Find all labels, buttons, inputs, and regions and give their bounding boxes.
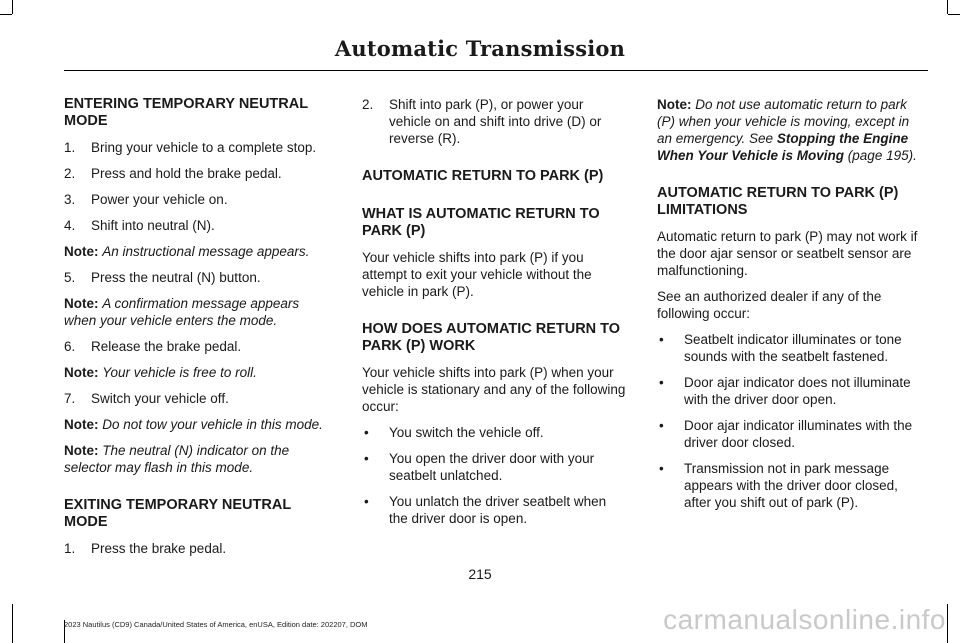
section-heading-limitations: AUTOMATIC RETURN TO PARK (P) LIMITATIONS: [657, 185, 899, 218]
note: [64, 442, 330, 476]
bullet: •: [364, 494, 369, 509]
note-text: Do not tow your vehicle in this mode.: [102, 417, 323, 432]
bullet: •: [364, 425, 369, 440]
bullet-text: You unlatch the driver seatbelt when the driver door is open.: [389, 494, 607, 526]
note-text: Do not use automatic return to park (P) when your vehicle is moving, except in an emergency. See: [657, 97, 910, 146]
bullet: •: [659, 418, 664, 433]
list-item: [657, 331, 923, 365]
bullet: •: [659, 375, 664, 390]
body-text: See an authorized dealer if any of the following occur:: [657, 289, 882, 321]
note-text: A confirmation message appears when your vehicle enters the mode.: [64, 296, 300, 328]
list-item: [362, 493, 628, 527]
note: [64, 364, 330, 381]
bullet: •: [659, 461, 664, 476]
bullet-text: You switch the vehicle off.: [389, 425, 544, 440]
note-text: An instructional message appears.: [102, 244, 310, 259]
cross-reference-link[interactable]: Stopping the Engine When Your Vehicle is Moving: [657, 131, 909, 163]
list-item: [64, 269, 330, 286]
step-text: Bring your vehicle to a complete stop.: [91, 140, 317, 155]
bullet: •: [659, 332, 664, 347]
step-text: Shift into park (P), or power your vehicle on and shift into drive (D) or reverse (R).: [389, 97, 602, 146]
list-item: [362, 450, 628, 484]
note-text: Your vehicle is free to roll.: [102, 365, 257, 380]
list-item: [657, 417, 923, 451]
list-item: [64, 165, 330, 182]
step-text: Release the brake pedal.: [91, 339, 242, 354]
note-label: Note:: [64, 443, 99, 458]
step-text: Press the brake pedal.: [91, 541, 227, 556]
step-text: Press and hold the brake pedal.: [91, 166, 282, 181]
list-item: [362, 424, 628, 441]
body-text: Your vehicle shifts into park (P) when your vehicle is stationary and any of the following occur:: [362, 365, 626, 414]
bullet-text: Door ajar indicator illuminates with the driver door closed.: [684, 418, 913, 450]
section-heading-entering: ENTERING TEMPORARY NEUTRAL MODE: [64, 96, 308, 129]
step-number: 2.: [64, 166, 76, 181]
crop-mark: [12, 0, 13, 14]
bullet-text: Seatbelt indicator illuminates or tone sounds with the seatbelt fastened.: [684, 332, 902, 364]
bullet-text: Transmission not in park message appears with the driver door closed, after you shift out of park (P).: [684, 461, 898, 510]
step-number: 6.: [64, 339, 76, 354]
body-text: Your vehicle shifts into park (P) if you attempt to exit your vehicle without the vehicle in park (P).: [362, 250, 592, 299]
list-item: [64, 139, 330, 156]
note-label: Note:: [64, 296, 99, 311]
crop-mark: [947, 0, 948, 14]
crop-mark: [947, 604, 948, 643]
note: [64, 416, 330, 433]
column-middle: [362, 96, 628, 536]
step-number: 1.: [64, 140, 76, 155]
note: [64, 295, 330, 329]
bullet-text: You open the driver door with your seatbelt unlatched.: [389, 451, 595, 483]
footer-edition: 2023 Nautilus (CD9) Canada/United States of America, enUSA, Edition date: 202207, DOM: [64, 620, 368, 629]
crop-mark: [12, 604, 13, 643]
note-label: Note:: [64, 244, 99, 259]
bullet-text: Door ajar indicator does not illuminate with the driver door open.: [684, 375, 911, 407]
column-right: [657, 96, 923, 520]
column-left: [64, 96, 330, 566]
bullet: •: [364, 451, 369, 466]
note: [64, 243, 330, 260]
step-text: Shift into neutral (N).: [91, 218, 215, 233]
step-number: 1.: [64, 541, 76, 556]
page-number: 215: [468, 566, 492, 582]
note-label: Note:: [64, 417, 99, 432]
page-title: Automatic Transmission: [334, 36, 626, 61]
body-text: Automatic return to park (P) may not work if the door ajar sensor or seatbelt sensor are malfunctioning.: [657, 229, 918, 278]
list-item: [64, 217, 330, 234]
section-heading-how: HOW DOES AUTOMATIC RETURN TO PARK (P) WORK: [362, 321, 621, 354]
step-text: Switch your vehicle off.: [91, 391, 229, 406]
list-item: [64, 191, 330, 208]
list-item: [64, 540, 330, 557]
note-label: Note:: [64, 365, 99, 380]
step-number: 4.: [64, 218, 76, 233]
list-item: [64, 390, 330, 407]
crop-mark: [948, 14, 960, 15]
section-heading-what: WHAT IS AUTOMATIC RETURN TO PARK (P): [362, 206, 600, 239]
step-number: 7.: [64, 391, 76, 406]
header-rule: [64, 70, 928, 71]
step-text: Press the neutral (N) button.: [91, 270, 261, 285]
list-item: [657, 460, 923, 511]
note: [657, 96, 923, 164]
note-label: Note:: [657, 97, 692, 112]
step-number: 2.: [362, 97, 374, 112]
list-item: [64, 338, 330, 355]
list-item: [657, 374, 923, 408]
section-heading-return: AUTOMATIC RETURN TO PARK (P): [362, 168, 604, 184]
watermark: carmanualsonline.info: [663, 604, 946, 635]
section-heading-exiting: EXITING TEMPORARY NEUTRAL MODE: [64, 497, 291, 530]
page-reference: (page 195).: [847, 148, 917, 163]
step-text: Power your vehicle on.: [91, 192, 228, 207]
step-number: 5.: [64, 270, 76, 285]
step-number: 3.: [64, 192, 76, 207]
note-text: The neutral (N) indicator on the selector may flash in this mode.: [64, 443, 290, 475]
list-item: [362, 96, 628, 147]
crop-mark: [0, 14, 12, 15]
